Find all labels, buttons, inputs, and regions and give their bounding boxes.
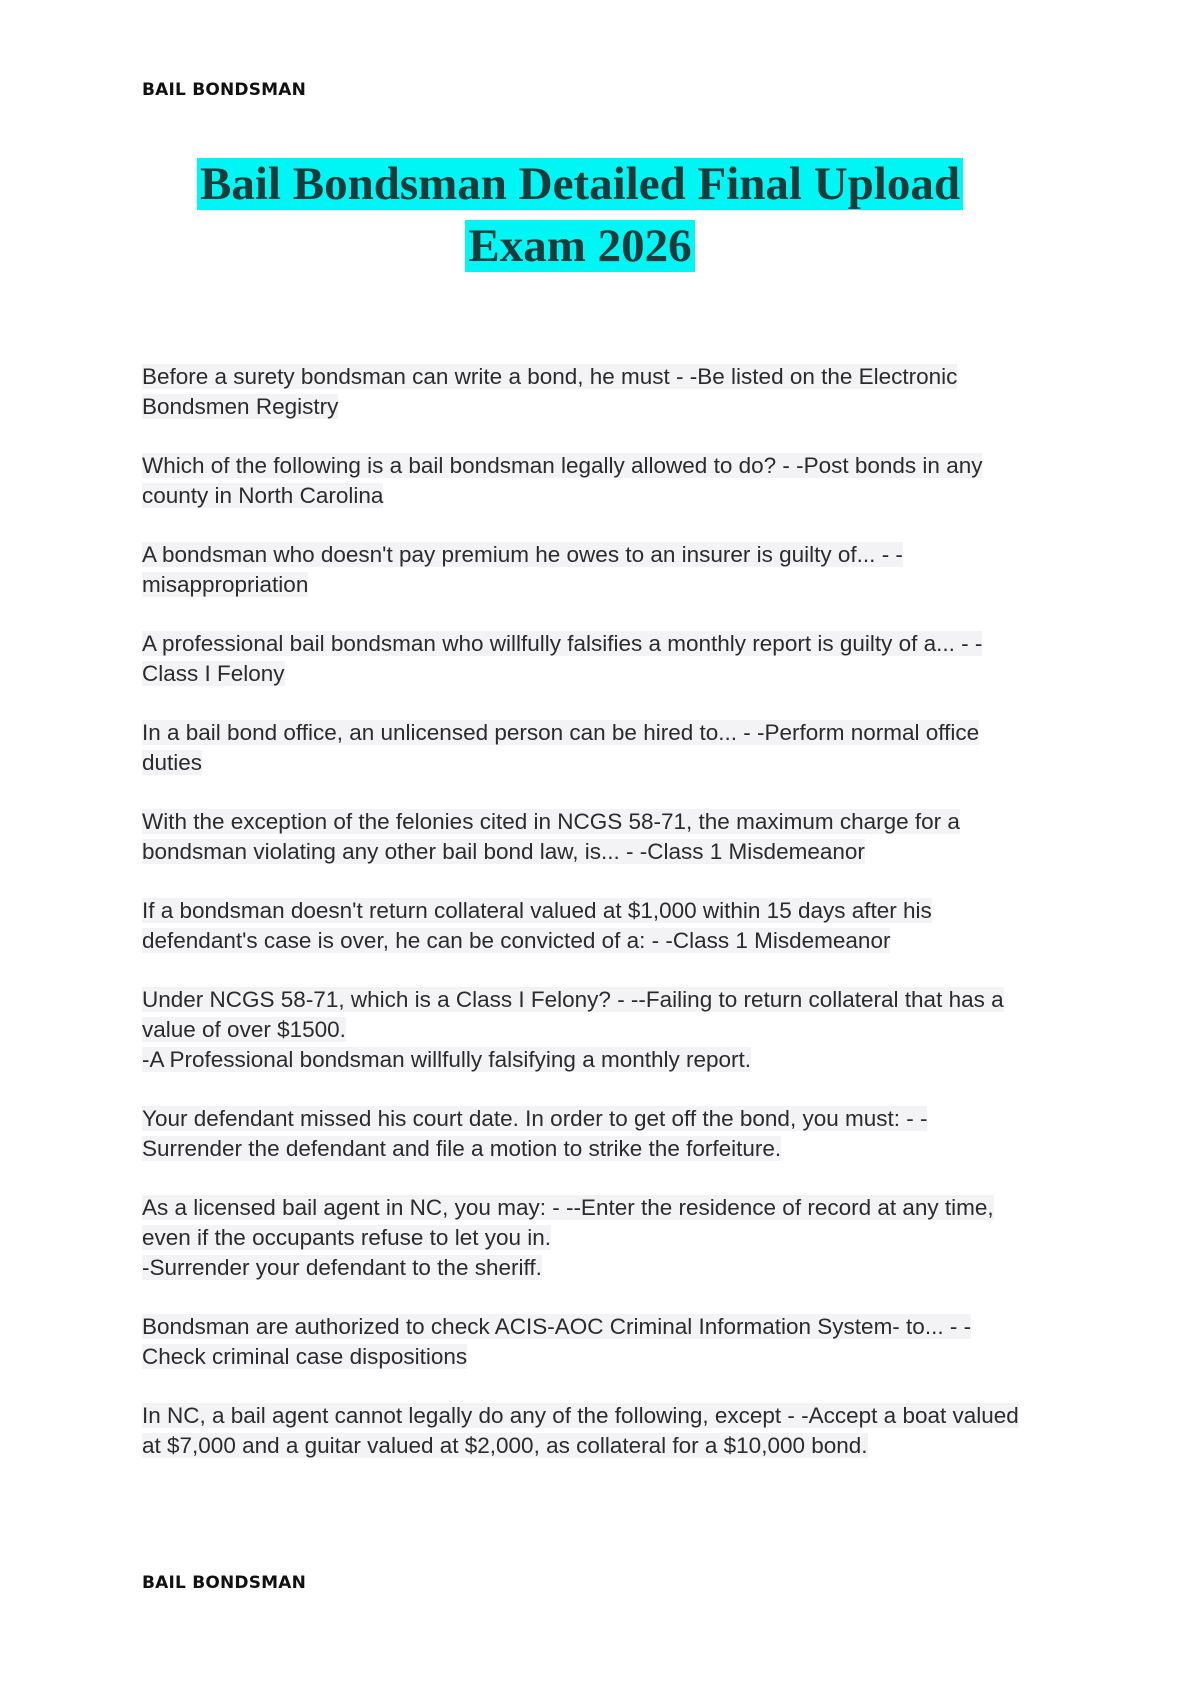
qa-line-text: A bondsman who doesn't pay premium he owes to an insurer is guilty of... - - — [142, 542, 903, 567]
qa-line — [142, 540, 1082, 570]
qa-line — [142, 748, 1082, 778]
qa-line-text: Your defendant missed his court date. In order to get off the bond, you must: - - — [142, 1106, 928, 1131]
qa-item — [142, 718, 1082, 778]
qa-line-text: Bondsman are authorized to check ACIS-AOC Criminal Information System- to... - - — [142, 1314, 972, 1339]
qa-line — [142, 1104, 1082, 1134]
qa-line-text: Before a surety bondsman can write a bond, he must - -Be listed on the Electronic — [142, 364, 958, 389]
qa-line-text: As a licensed bail agent in NC, you may: - --Enter the residence of record at any time, — [142, 1195, 994, 1220]
qa-line-text: Check criminal case dispositions — [142, 1344, 468, 1369]
running-header: BAIL BONDSMAN — [142, 80, 307, 100]
title-line-1-text: Bail Bondsman Detailed Final Upload — [197, 158, 963, 210]
qa-line-text: In NC, a bail agent cannot legally do any of the following, except - -Accept a boat valued — [142, 1403, 1019, 1428]
qa-line — [142, 362, 1082, 392]
qa-line-text: -Surrender your defendant to the sheriff. — [142, 1255, 542, 1280]
qa-line-text: defendant's case is over, he can be convicted of a: - -Class 1 Misdemeanor — [142, 928, 891, 953]
qa-line — [142, 1045, 1082, 1075]
qa-line-text: at $7,000 and a guitar valued at $2,000, as collateral for a $10,000 bond. — [142, 1433, 868, 1458]
question-answer-list — [142, 362, 1082, 1490]
qa-line — [142, 807, 1082, 837]
qa-line — [142, 926, 1082, 956]
qa-item — [142, 362, 1082, 422]
qa-line-text: Surrender the defendant and file a motion to strike the forfeiture. — [142, 1136, 782, 1161]
qa-line — [142, 481, 1082, 511]
qa-line-text: In a bail bond office, an unlicensed person can be hired to... - -Perform normal office — [142, 720, 980, 745]
qa-line-text: With the exception of the felonies cited in NCGS 58-71, the maximum charge for a — [142, 809, 960, 834]
qa-line — [142, 837, 1082, 867]
qa-line-text: Class I Felony — [142, 661, 285, 686]
qa-item — [142, 1193, 1082, 1283]
qa-line — [142, 985, 1082, 1015]
qa-line — [142, 1134, 1082, 1164]
qa-item — [142, 1104, 1082, 1164]
qa-line — [142, 1253, 1082, 1283]
qa-item — [142, 1401, 1082, 1461]
qa-line — [142, 1431, 1082, 1461]
qa-line — [142, 659, 1082, 689]
title-line-2-text: Exam 2026 — [465, 220, 694, 272]
qa-line-text: Under NCGS 58-71, which is a Class I Felony? - --Failing to return collateral that has a — [142, 987, 1004, 1012]
qa-line — [142, 1401, 1082, 1431]
qa-line — [142, 451, 1082, 481]
qa-line — [142, 570, 1082, 600]
qa-line — [142, 1015, 1082, 1045]
qa-line — [142, 392, 1082, 422]
qa-item — [142, 896, 1082, 956]
qa-item — [142, 807, 1082, 867]
qa-item — [142, 629, 1082, 689]
qa-line — [142, 1223, 1082, 1253]
qa-item — [142, 1312, 1082, 1372]
title-line-1 — [0, 153, 1160, 215]
running-footer: BAIL BONDSMAN — [142, 1573, 307, 1593]
qa-line-text: Which of the following is a bail bondsman legally allowed to do? - -Post bonds in any — [142, 453, 983, 478]
qa-line-text: If a bondsman doesn't return collateral valued at $1,000 within 15 days after his — [142, 898, 932, 923]
qa-line-text: -A Professional bondsman willfully falsifying a monthly report. — [142, 1047, 752, 1072]
qa-line — [142, 718, 1082, 748]
qa-line-text: county in North Carolina — [142, 483, 384, 508]
qa-line — [142, 629, 1082, 659]
qa-line-text: misappropriation — [142, 572, 309, 597]
qa-item — [142, 451, 1082, 511]
qa-line-text: A professional bail bondsman who willfully falsifies a monthly report is guilty of a... - - — [142, 631, 983, 656]
qa-line-text: bondsman violating any other bail bond law, is... - -Class 1 Misdemeanor — [142, 839, 865, 864]
qa-item — [142, 985, 1082, 1075]
qa-line — [142, 1312, 1082, 1342]
qa-line — [142, 1193, 1082, 1223]
qa-item — [142, 540, 1082, 600]
qa-line-text: Bondsmen Registry — [142, 394, 339, 419]
title-line-2 — [0, 215, 1160, 277]
document-title — [0, 153, 1160, 277]
qa-line-text: even if the occupants refuse to let you in. — [142, 1225, 551, 1250]
qa-line — [142, 1342, 1082, 1372]
qa-line-text: value of over $1500. — [142, 1017, 346, 1042]
qa-line — [142, 896, 1082, 926]
qa-line-text: duties — [142, 750, 203, 775]
